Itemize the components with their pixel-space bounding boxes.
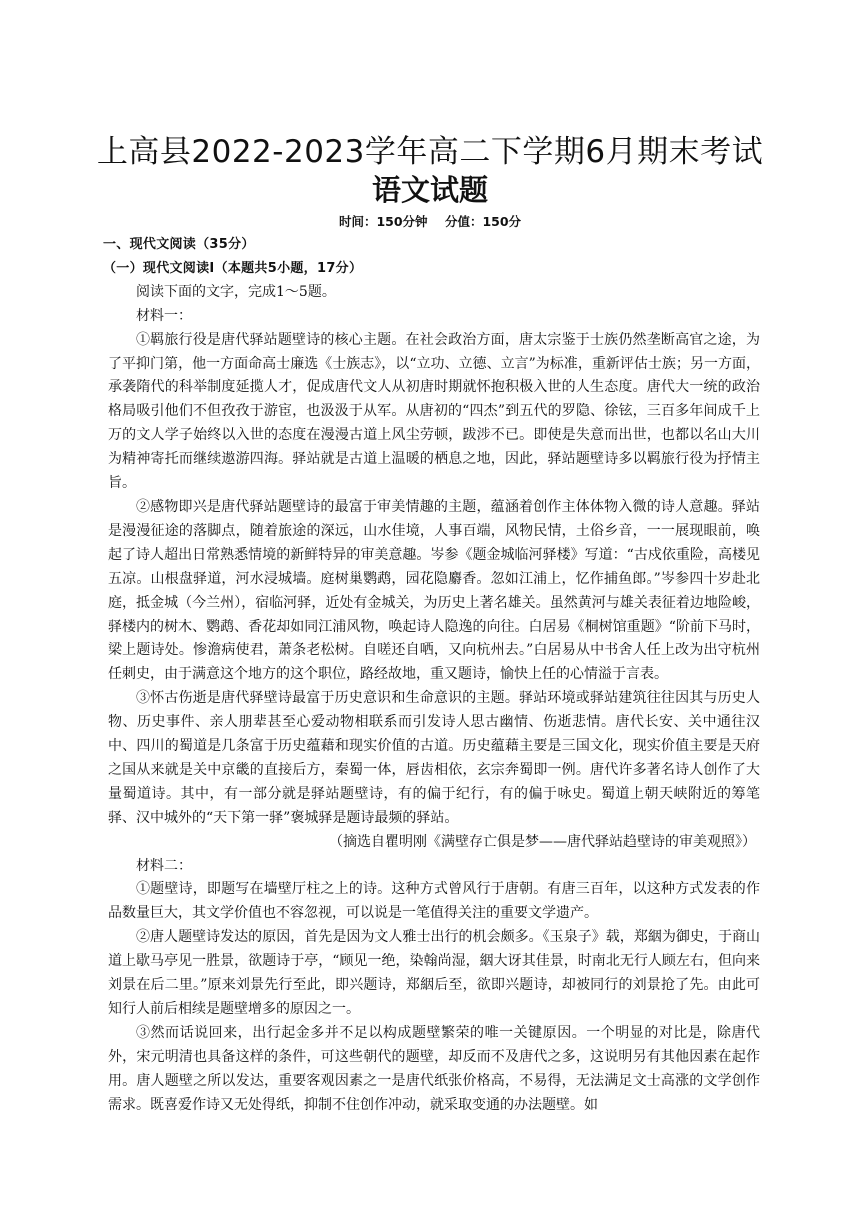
material1-paragraph-3: ③怀古伤逝是唐代驿壁诗最富于历史意识和生命意识的主题。驿站环境或驿站建筑往往因其与历史人物、历史事件、亲人朋辈甚至心爱动物相联系而引发诗人思古幽情、伤逝悲情。唐代长安、关中通往汉中、四川的蜀道是几条富于历史蕴藉和现实价值的古道。历史蕴藉主要是三国文化，现实价值主要是天府之国从来就是关中京畿的直接后方，秦蜀一体，唇齿相依，玄宗奔蜀即一例。唐代许多著名诗人创作了大量蜀道诗。其中，有一部分就是驿站题壁诗，有的偏于纪行，有的偏于咏史。蜀道上朝天峡附近的筹笔驿、汉中城外的“天下第一驿”褒城驿是题诗最频的驿站。 xyxy=(108,690,760,826)
instruction: 阅读下面的文字，完成1～5题。 xyxy=(136,283,336,300)
exam-title: 上高县2022-2023学年高二下学期6月期末考试 xyxy=(96,134,764,170)
subject-title: 语文试题 xyxy=(371,173,488,207)
material2-paragraph-2: ②唐人题壁诗发达的原因，首先是因为文人雅士出行的机会颇多。《玉泉子》载，郑絪为御史，于商山道上歇马亭见一胜景，欲题诗于亭，“顾见一绝，染翰尚湿，絪大讶其佳景，时南北无行人顾左右，但向来刘景在后二里。”原来刘景先行至此，即兴题诗，郑絪后至，欲即兴题诗，却被同行的刘景抢了先。由此可知行人前后相续是题壁增多的原因之一。 xyxy=(108,929,760,1017)
material2-paragraph-1: ①题壁诗，即题写在墙壁厅柱之上的诗。这种方式曾风行于唐朝。有唐三百年，以这种方式发表的作品数量巨大，其文学价值也不容忽视，可以说是一笔值得关注的重要文学遗产。 xyxy=(108,881,760,922)
section-heading: 一、现代文阅读（35分） xyxy=(103,237,255,252)
material2-label: 材料二： xyxy=(136,857,192,874)
material1-paragraph-1: ①羁旅行役是唐代驿站题壁诗的核心主题。在社会政治方面，唐太宗鉴于士族仍然垄断高官之途，为了平抑门第，他一方面命高士廉选《士族志》，以“立功、立德、立言”为标准，重新评估士族；另一方面，承袭隋代的科举制度延揽人才，促成唐代文人从初唐时期就怀抱积极入世的人生态度。唐代大一统的政治格局吸引他们不但孜孜于游宦，也汲汲于从军。从唐初的“四杰”到五代的罗隐、徐铉，三百多年间成千上万的文人学子始终以入世的态度在漫漫古道上风尘劳顿，跋涉不已。即使是失意而出世，也都以名山大川为精神寄托而继续遨游四海。驿站就是古道上温暖的栖息之地，因此，驿站题壁诗多以羁旅行役为抒情主旨。 xyxy=(108,331,760,492)
exam-meta: 时间：150分钟 分值：150分 xyxy=(338,214,522,229)
material1-paragraph-2: ②感物即兴是唐代驿站题壁诗的最富于审美情趣的主题，蕴涵着创作主体体物入微的诗人意趣。驿站是漫漫征途的落脚点，随着旅途的深远，山水佳境，人事百端，风物民情，土俗乡音，一一展现眼前，唤起了诗人超出日常熟悉情境的新鲜特异的审美意趣。岑参《题金城临河驿楼》写道：“古戍依重险，高楼见五凉。山根盘驿道，河水浸城墙。庭树巢鹦鹉，园花隐麝香。忽如江浦上，忆作捕鱼郎。”岑参四十岁赴北庭，抵金城（今兰州），宿临河驿，近处有金城关，为历史上著名雄关。虽然黄河与雄关表征着边地险峻，驿楼内的树木、鹦鹉、香花却如同江浦风物，唤起诗人隐逸的向往。白居易《桐树馆重题》“阶前下马时，梁上题诗处。惨澹病使君，萧条老松树。自嗟还自哂，又向杭州去。”白居易从中书舍人任上改为出守杭州任刺史，由于满意这个地方的这个职位，路经故地，重又题诗，愉快上任的心情溢于言表。 xyxy=(108,498,760,683)
material1-label: 材料一： xyxy=(136,307,192,324)
subsection-heading: （一）现代文阅读Ⅰ（本题共5小题，17分） xyxy=(103,260,363,276)
document-body xyxy=(103,233,760,1118)
material1-source: （摘选自瞿明刚《满壁存亡俱是梦——唐代驿站趋壁诗的审美观照》） xyxy=(329,833,756,850)
material2-paragraph-3: ③然而话说回来，出行起金多并不足以构成题壁繁荣的唯一关键原因。一个明显的对比是，除唐代外，宋元明清也具备这样的条件，可这些朝代的题壁，却反而不及唐代之多，这说明另有其他因素在起作用。唐人题壁之所以发达，重要客观因素之一是唐代纸张价格高，不易得，无法满足文士高涨的文学创作需求。既喜爱作诗又无处得纸，抑制不住创作冲动，就采取变通的办法题壁。如 xyxy=(108,1024,760,1113)
